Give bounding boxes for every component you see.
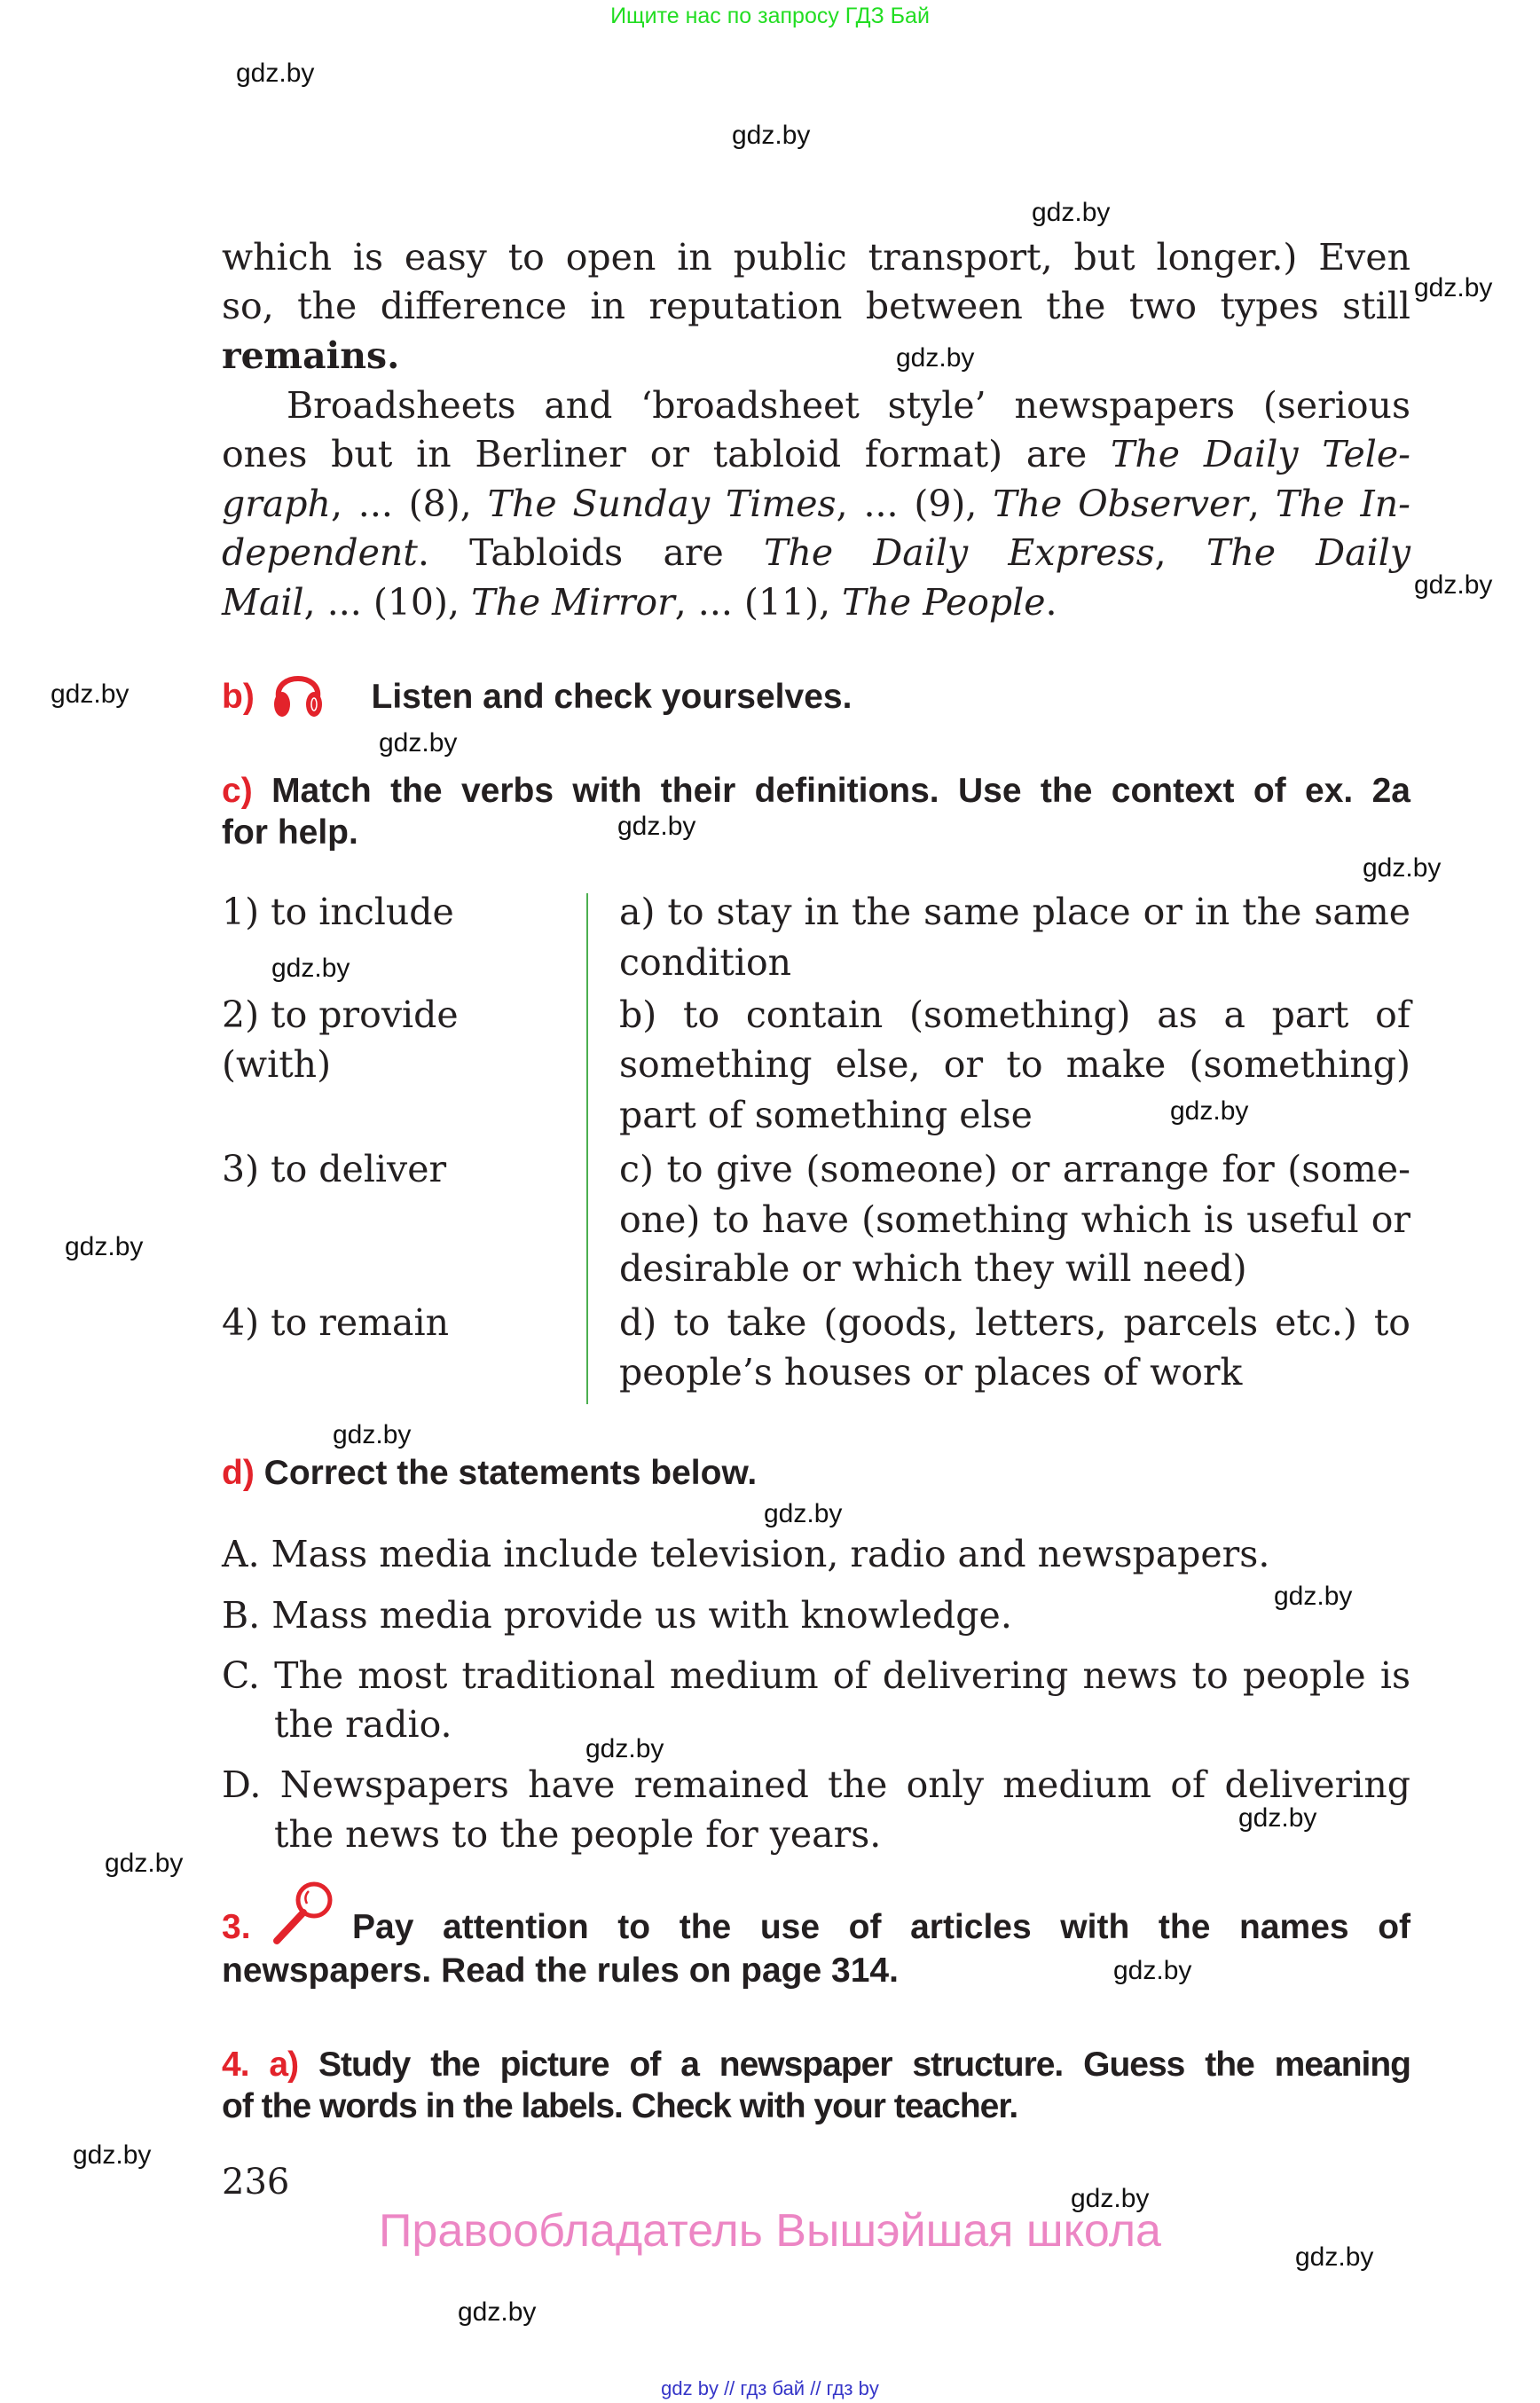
watermark: gdz.by [73, 2140, 152, 2170]
task-b [222, 675, 1410, 719]
passage-line [222, 528, 1410, 577]
verb-item: (with) [222, 1043, 332, 1086]
text-segment: Broadsheets and ‘broadsheet style’ newspapers (serious [287, 384, 1410, 427]
passage-line [222, 331, 1410, 381]
task-c-text: Match the verbs with their definitions. Use the context of ex. 2a [271, 772, 1410, 810]
statement-d-cont: the news to the people for years. [274, 1813, 882, 1856]
watermark: gdz.by [1295, 2242, 1374, 2272]
definition-line: one) to have (something which is useful or [619, 1198, 1410, 1241]
footer-links[interactable]: gdz by // гдз бай // гдз by [661, 2377, 879, 2399]
newspaper-name: The Daily [1206, 531, 1410, 574]
text-segment: , [1247, 483, 1276, 525]
copyright-holder: Правообладатель Вышэйшая школа [379, 2205, 1161, 2257]
watermark: gdz.by [1071, 2184, 1150, 2213]
watermark: gdz.by [585, 1734, 664, 1763]
task-b-label: b) [222, 678, 255, 716]
text-segment: , ... (11), [674, 581, 843, 624]
task-3-line2: newspapers. Read the rules on page 314. [222, 1951, 899, 1990]
watermark: gdz.by [65, 1232, 144, 1261]
definition-line: people’s houses or places of work [619, 1351, 1243, 1394]
passage-line [222, 429, 1410, 479]
task-4-sub: a) [269, 2046, 299, 2084]
task-4-line1 [222, 2043, 1410, 2087]
text-segment: which is easy to open in public transport, but longer.) Even [222, 236, 1410, 279]
verb-item: 2) to provide [222, 993, 459, 1036]
watermark: gdz.by [1238, 1803, 1317, 1833]
watermark: gdz.by [333, 1420, 412, 1449]
verb-item: 3) to deliver [222, 1148, 447, 1190]
headphones-icon [271, 664, 325, 719]
text-segment: so, the difference in reputation between the two types still [222, 285, 1410, 327]
newspaper-name: The Sunday Times [487, 483, 837, 525]
definition-line: b) to contain (something) as a part of [619, 993, 1410, 1036]
newspaper-name: The Daily Express [764, 531, 1155, 574]
task-4-text: Study the picture of a newspaper structure. Guess the meaning [318, 2046, 1410, 2084]
watermark: gdz.by [51, 679, 130, 709]
text-segment: , ... (9), [836, 483, 994, 525]
statement-d: D. Newspapers have remained the only medium of delivering [222, 1763, 1410, 1806]
statement-c: C. The most traditional medium of delivering news to people is [222, 1654, 1410, 1697]
watermark: gdz.by [236, 59, 315, 88]
verb-item: 1) to include [222, 891, 454, 933]
newspaper-name: The Daily Tele- [1111, 433, 1410, 475]
passage-line [222, 232, 1410, 282]
watermark: gdz.by [896, 343, 975, 373]
newspaper-name: dependent [222, 531, 418, 574]
task-c-line1 [222, 769, 1410, 813]
watermark: gdz.by [1414, 273, 1493, 302]
newspaper-name: graph [222, 483, 331, 525]
task-d-text: Correct the statements below. [263, 1454, 758, 1492]
text-segment: , [1154, 531, 1206, 574]
newspaper-name: The Mirror [471, 581, 675, 624]
watermark: gdz.by [1113, 1956, 1192, 1985]
text-segment: ones but in Berliner or tabloid format) are [222, 433, 1112, 475]
text-segment: remains. [222, 334, 400, 377]
watermark: gdz.by [764, 1499, 843, 1528]
passage-line [287, 381, 1410, 430]
watermark: gdz.by [458, 2297, 537, 2327]
text-segment: . Tabloids are [417, 531, 765, 574]
newspaper-name: The Observer [993, 483, 1248, 525]
watermark: gdz.by [1274, 1582, 1353, 1611]
task-3-line1: Pay attention to the use of articles with the names of [352, 1908, 1410, 1946]
column-divider [586, 893, 588, 1404]
statement-c-cont: the radio. [274, 1703, 452, 1746]
task-c-label: c) [222, 772, 253, 810]
statement-b: B. Mass media provide us with knowledge. [222, 1594, 1012, 1637]
watermark: gdz.by [732, 121, 811, 150]
watermark: gdz.by [1170, 1096, 1249, 1126]
task-b-text: Listen and check yourselves. [371, 678, 852, 716]
watermark: gdz.by [1363, 853, 1442, 883]
verb-item: 4) to remain [222, 1301, 450, 1344]
passage-line [222, 479, 1410, 529]
page-number: 236 [222, 2162, 290, 2203]
task-4-line2: of the words in the labels. Check with your teacher. [222, 2087, 1018, 2125]
text-segment: . [1045, 581, 1057, 624]
watermark: gdz.by [379, 728, 458, 758]
definition-line: d) to take (goods, letters, parcels etc.) to [619, 1301, 1410, 1344]
watermark: gdz.by [271, 954, 350, 983]
newspaper-name: Mail [222, 581, 304, 624]
definition-line: c) to give (someone) or arrange for (some- [619, 1148, 1410, 1190]
watermark: gdz.by [1032, 198, 1111, 227]
watermark: gdz.by [105, 1849, 184, 1878]
definition-line: condition [619, 941, 792, 984]
watermark: gdz.by [617, 812, 696, 841]
definition-line: something else, or to make (something) [619, 1043, 1410, 1086]
watermark: gdz.by [1414, 570, 1493, 600]
passage-line [222, 577, 1410, 627]
task-d-label: d) [222, 1454, 255, 1492]
newspaper-name: The People [842, 581, 1046, 624]
magnifier-icon [270, 1879, 337, 1946]
task-c-line2: for help. [222, 813, 358, 852]
top-banner: Ищите нас по запросу ГДЗ Бай [610, 4, 930, 28]
statement-a: A. Mass media include television, radio and newspapers. [222, 1533, 1270, 1575]
text-segment: , ... (8), [330, 483, 488, 525]
task-d [222, 1451, 1410, 1496]
task-3-number: 3. [222, 1908, 251, 1946]
newspaper-name: The In- [1275, 483, 1410, 525]
text-segment: , ... (10), [303, 581, 472, 624]
task-4-number: 4. [222, 2046, 249, 2084]
definition-line: a) to stay in the same place or in the same [619, 891, 1410, 933]
definition-line: part of something else [619, 1094, 1033, 1136]
passage-line [222, 281, 1410, 331]
definition-line: desirable or which they will need) [619, 1247, 1247, 1290]
